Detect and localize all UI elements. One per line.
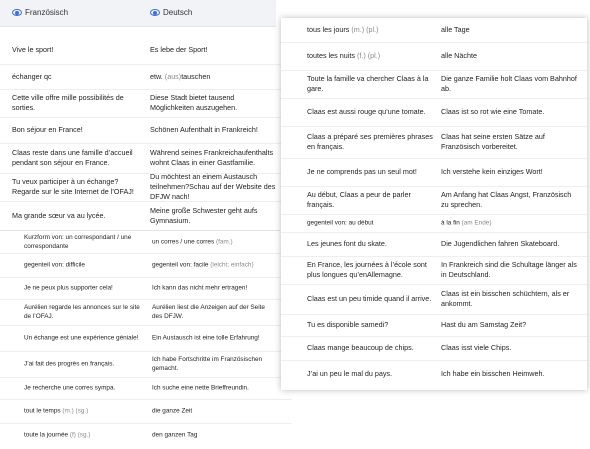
table-row <box>0 231 292 254</box>
table-row <box>0 117 292 144</box>
french-cell: toute la journée (f) (sg.) <box>24 431 91 439</box>
table-row <box>281 336 587 361</box>
table-row <box>0 423 292 447</box>
table-row <box>0 325 292 352</box>
table-header <box>0 0 276 27</box>
grammar-note: (am Ende) <box>459 219 492 227</box>
french-cell: tous les jours (m.) (pl.) <box>307 25 379 34</box>
vocab-sheet-front <box>281 18 587 390</box>
table-row <box>0 143 292 174</box>
table-row <box>0 173 292 202</box>
table-row <box>0 36 292 65</box>
french-cell: Je ne peux plus supporter cela! <box>24 284 113 292</box>
french-cell: Claas mange beaucoup de chips. <box>307 343 414 352</box>
french-cell: tout le temps (m.) (sg.) <box>24 407 89 415</box>
grammar-note: (aus) <box>164 71 182 81</box>
table-row <box>0 277 292 300</box>
french-cell: toutes les nuits (f.) (pl.) <box>307 51 381 60</box>
table-row <box>0 253 292 278</box>
german-cell: Hast du am Samstag Zeit? <box>441 320 527 329</box>
table-row <box>281 70 587 99</box>
german-cell: alle Nächte <box>441 51 477 60</box>
table-row <box>0 399 292 424</box>
french-cell: J’ai un peu le mal du pays. <box>307 369 393 378</box>
grammar-note: (fam.) <box>214 238 233 246</box>
french-cell: gegenteil von: difficile <box>24 261 85 269</box>
column-header-french[interactable]: Französisch <box>12 8 68 17</box>
table-row <box>281 314 587 337</box>
german-cell: Meine große Schwester geht aufs Gymnasium. <box>150 205 258 225</box>
table-row <box>281 42 587 71</box>
grammar-note: (m.) (sg.) <box>60 407 89 415</box>
table-row <box>0 377 292 400</box>
french-cell: échanger qc <box>12 71 52 81</box>
table-row <box>281 360 587 388</box>
german-cell: Ich kann das nicht mehr ertragen! <box>152 284 248 292</box>
table-row <box>281 232 587 257</box>
eye-icon[interactable] <box>12 9 22 16</box>
french-cell: Ma grande sœur va au lycée. <box>12 210 106 220</box>
table-row <box>281 256 587 285</box>
table-row <box>281 186 587 215</box>
column-header-german[interactable]: Deutsch <box>150 8 192 17</box>
german-cell: Ich verstehe kein einziges Wort! <box>441 167 543 176</box>
french-cell: Kurzform von: un correspondant / une correspondante <box>24 234 132 250</box>
french-cell: Les jeunes font du skate. <box>307 239 387 248</box>
french-cell: Claas reste dans une famille d’accueil pendant son séjour en France. <box>12 148 133 167</box>
german-cell: den ganzen Tag <box>152 431 198 439</box>
table-row <box>281 214 587 233</box>
german-cell: alle Tage <box>441 25 470 34</box>
grammar-note: (f) (sg.) <box>68 431 91 439</box>
german-cell: Claas ist ein bisschen schüchtern, als er ankommt. <box>441 289 570 308</box>
german-cell: à la fin (am Ende) <box>441 219 492 227</box>
french-cell: Claas est un peu timide quand il arrive. <box>307 294 432 303</box>
german-cell: Die Jugendlichen fahren Skateboard. <box>441 239 560 248</box>
german-cell: Aurélien liest die Anzeigen auf der Seite des DFJW. <box>152 304 265 320</box>
french-cell: Tu veux participer à un échange?Regarde sur le site Internet de l’OFAJ! <box>12 177 134 196</box>
german-cell: Claas isst viele Chips. <box>441 343 512 352</box>
table-row <box>281 18 587 43</box>
german-cell: Ich habe Fortschritte im Französischen gemacht. <box>152 356 263 372</box>
german-cell: Ein Austausch ist eine tolle Erfahrung! <box>152 334 260 342</box>
german-cell: Diese Stadt bietet tausend Möglichkeiten auszugehen. <box>150 93 238 112</box>
grammar-note: (m.) (pl.) <box>349 25 379 34</box>
german-cell: Die ganze Familie holt Claas vom Bahnhof ab. <box>441 74 577 93</box>
german-cell: die ganze Zeit <box>152 407 193 415</box>
table-row <box>0 64 292 90</box>
french-cell: En France, les journées à l’école sont plus longues qu’enAllemagne. <box>307 260 427 279</box>
german-cell: un corres / une corres (fam.) <box>152 238 233 246</box>
french-cell: Claas est aussi rouge qu’une tomate. <box>307 107 426 116</box>
french-cell: Bon séjour en France! <box>12 125 83 134</box>
eye-icon[interactable] <box>150 9 160 16</box>
table-row <box>281 158 587 187</box>
french-cell: J’ai fait des progrès en français. <box>24 360 115 368</box>
vocab-sheet-back <box>0 0 292 449</box>
grammar-note: (f.) (pl.) <box>354 51 381 60</box>
german-cell: Ich suche eine nette Brieffreundin. <box>152 384 249 392</box>
german-cell: Claas ist so rot wie eine Tomate. <box>441 107 545 116</box>
french-cell: gegenteil von: au début <box>307 219 374 227</box>
french-cell: Je recherche une corres sympa. <box>24 384 116 392</box>
table-row <box>0 299 292 326</box>
german-cell: Schönen Aufenthalt in Frankreich! <box>150 125 258 134</box>
table-row <box>281 98 587 127</box>
german-cell: etw. (aus)tauschen <box>150 71 211 81</box>
german-cell: Du möchtest an einem Austausch teilnehmen?Schau auf der Website des DFJW nach! <box>150 172 276 201</box>
table-row <box>281 284 587 315</box>
german-cell: In Frankreich sind die Schultage länger als in Deutschland. <box>441 260 577 279</box>
french-cell: Un échange est une expérience géniale! <box>24 334 139 342</box>
german-cell: Am Anfang hat Claas Angst, Französisch zu sprechen. <box>441 190 572 209</box>
table-row <box>0 89 292 118</box>
french-cell: Claas a préparé ses premières phrases en français. <box>307 132 433 151</box>
french-cell: Toute la famille va chercher Claas à la gare. <box>307 74 429 93</box>
table-row <box>281 126 587 159</box>
german-cell: Claas hat seine ersten Sätze auf Französisch vorbereitet. <box>441 132 545 151</box>
german-cell: Während seines Frankreichaufenthalts wohnt Claas in einer Gastfamilie. <box>150 148 274 167</box>
french-cell: Aurélien regarde les annonces sur le site de l’OFAJ. <box>24 304 140 320</box>
german-cell: Ich habe ein bisschen Heimweh. <box>441 369 545 378</box>
french-cell: Je ne comprends pas un seul mot! <box>307 167 417 176</box>
french-cell: Tu es disponible samedi? <box>307 320 389 329</box>
french-cell: Cette ville offre mille possibilités de sorties. <box>12 93 124 112</box>
german-cell: Es lebe der Sport! <box>150 45 208 54</box>
table-row <box>0 351 292 378</box>
german-cell: gegenteil von: facile (leicht; einfach) <box>152 261 254 269</box>
french-cell: Au début, Claas a peur de parler français. <box>307 190 411 209</box>
table-row <box>0 201 292 230</box>
grammar-note: (leicht; einfach) <box>208 261 254 269</box>
french-cell: Vive le sport! <box>12 45 54 54</box>
